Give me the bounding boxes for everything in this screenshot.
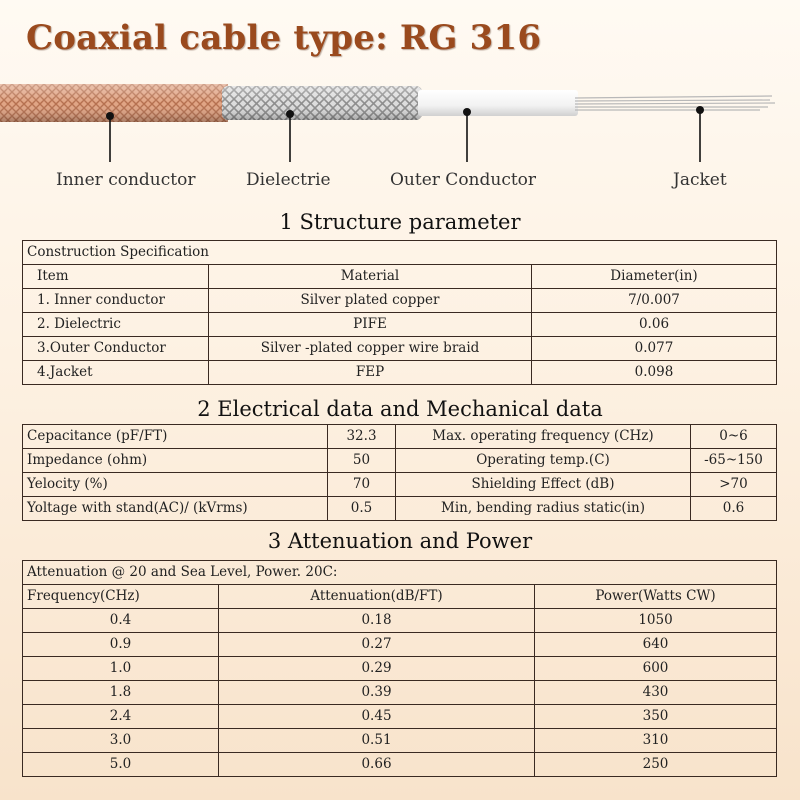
cell-item: 4.Jacket — [23, 361, 209, 385]
white-dielectric-section — [418, 90, 578, 116]
structure-caption: Construction Specification — [23, 241, 777, 265]
section2-heading: 2 Electrical data and Mechanical data — [197, 397, 603, 421]
table-row — [23, 449, 777, 473]
header-item: Item — [23, 265, 209, 289]
cell-frequency: 5.0 — [23, 753, 219, 777]
attenuation-caption: Attenuation @ 20 and Sea Level, Power. 20C: — [23, 561, 777, 585]
table-row — [23, 361, 777, 385]
cell-attenuation: 0.18 — [219, 609, 535, 633]
cell-attenuation: 0.66 — [219, 753, 535, 777]
structure-table — [22, 240, 777, 385]
cell-value: 0.5 — [328, 497, 396, 521]
table-row — [23, 681, 777, 705]
cell-power: 1050 — [535, 609, 777, 633]
cell-material: Silver plated copper — [209, 289, 532, 313]
cell-value: 0~6 — [691, 425, 777, 449]
table-row — [23, 313, 777, 337]
cell-diameter: 0.06 — [532, 313, 777, 337]
cell-material: PIFE — [209, 313, 532, 337]
header-power: Power(Watts CW) — [535, 585, 777, 609]
cell-item: 1. Inner conductor — [23, 289, 209, 313]
cell-material: FEP — [209, 361, 532, 385]
header-material: Material — [209, 265, 532, 289]
cell-value: 50 — [328, 449, 396, 473]
cell-param: Impedance (ohm) — [23, 449, 328, 473]
cell-power: 640 — [535, 633, 777, 657]
cell-value: 70 — [328, 473, 396, 497]
cell-material: Silver -plated copper wire braid — [209, 337, 532, 361]
cell-item: 3.Outer Conductor — [23, 337, 209, 361]
cell-param: Max. operating frequency (CHz) — [396, 425, 691, 449]
inner-wire-strands — [575, 96, 775, 110]
cable-illustration — [0, 72, 800, 162]
cell-frequency: 1.0 — [23, 657, 219, 681]
table-caption-row — [23, 561, 777, 585]
table-header-row — [23, 585, 777, 609]
cell-power: 250 — [535, 753, 777, 777]
section1-heading: 1 Structure parameter — [279, 210, 521, 234]
attenuation-table — [22, 560, 777, 777]
cell-attenuation: 0.29 — [219, 657, 535, 681]
cell-param: Shielding Effect (dB) — [396, 473, 691, 497]
cell-frequency: 2.4 — [23, 705, 219, 729]
label-jacket: Jacket — [673, 170, 727, 190]
label-dielectric: Dielectrie — [246, 170, 331, 190]
cell-param: Yelocity (%) — [23, 473, 328, 497]
cell-value: >70 — [691, 473, 777, 497]
page-title: Coaxial cable type: RG 316 — [26, 18, 542, 58]
cell-attenuation: 0.45 — [219, 705, 535, 729]
table-row — [23, 609, 777, 633]
label-outer-conductor: Outer Conductor — [390, 170, 537, 190]
cell-attenuation: 0.39 — [219, 681, 535, 705]
section3-heading: 3 Attenuation and Power — [267, 529, 533, 553]
cell-param: Operating temp.(C) — [396, 449, 691, 473]
cell-param: Cepacitance (pF/FT) — [23, 425, 328, 449]
cell-frequency: 3.0 — [23, 729, 219, 753]
cell-attenuation: 0.51 — [219, 729, 535, 753]
cell-power: 350 — [535, 705, 777, 729]
cell-power: 310 — [535, 729, 777, 753]
cell-diameter: 7/0.007 — [532, 289, 777, 313]
table-row — [23, 497, 777, 521]
cell-value: 32.3 — [328, 425, 396, 449]
cell-value: 0.6 — [691, 497, 777, 521]
cell-frequency: 0.4 — [23, 609, 219, 633]
header-frequency: Frequency(CHz) — [23, 585, 219, 609]
table-row — [23, 753, 777, 777]
table-row — [23, 289, 777, 313]
electrical-table — [22, 424, 777, 521]
cell-diameter: 0.098 — [532, 361, 777, 385]
table-row — [23, 473, 777, 497]
table-row — [23, 705, 777, 729]
cell-frequency: 1.8 — [23, 681, 219, 705]
table-row — [23, 657, 777, 681]
cell-attenuation: 0.27 — [219, 633, 535, 657]
header-attenuation: Attenuation(dB/FT) — [219, 585, 535, 609]
label-inner-conductor: Inner conductor — [56, 170, 196, 190]
cell-frequency: 0.9 — [23, 633, 219, 657]
cell-value: -65~150 — [691, 449, 777, 473]
cell-diameter: 0.077 — [532, 337, 777, 361]
table-row — [23, 425, 777, 449]
table-caption-row — [23, 241, 777, 265]
header-diameter: Diameter(in) — [532, 265, 777, 289]
cell-param: Yoltage with stand(AC)/ (kVrms) — [23, 497, 328, 521]
table-header-row — [23, 265, 777, 289]
table-row — [23, 633, 777, 657]
cell-item: 2. Dielectric — [23, 313, 209, 337]
table-row — [23, 729, 777, 753]
cell-param: Min, bending radius static(in) — [396, 497, 691, 521]
cell-power: 600 — [535, 657, 777, 681]
table-row — [23, 337, 777, 361]
cell-power: 430 — [535, 681, 777, 705]
